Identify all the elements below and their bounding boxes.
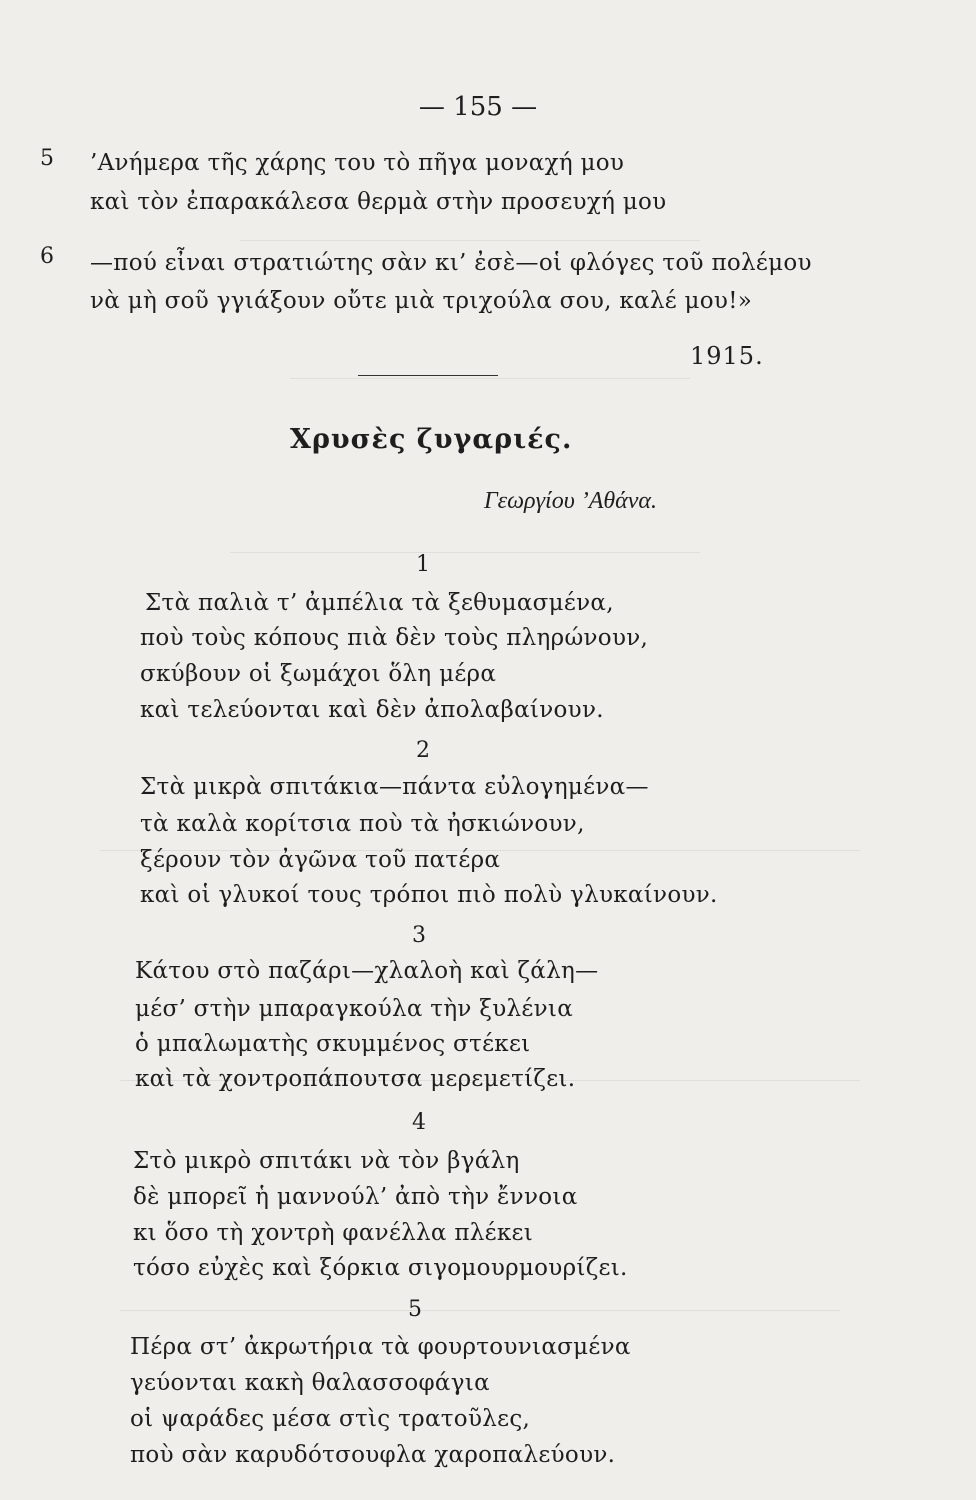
stanza-line: καὶ τελεύονται καὶ δὲν ἀπολαβαίνουν. [140, 697, 604, 723]
stanza-line: τὰ καλὰ κορίτσια ποὺ τὰ ἠσκιώνουν, [140, 811, 585, 837]
stanza-line: Στὰ μικρὰ σπιτάκια—πάντα εὐλογημένα— [140, 774, 649, 800]
stanza-line: σκύβουν οἱ ξωμάχοι ὅλη μέρα [140, 661, 497, 687]
stanza-line: δὲ μπορεῖ ἡ μαννούλ’ ἀπὸ τὴν ἔννοια [133, 1184, 578, 1210]
stanza-line: Κάτου στὸ παζάρι—χλαλοὴ καὶ ζάλη— [135, 958, 599, 984]
stanza-line: κι ὅσο τὴ χοντρὴ φανέλλα πλέκει [133, 1220, 534, 1246]
poem-author: Γεωργίου ’Αθάνα. [484, 488, 658, 514]
verse-number: 6 [40, 244, 54, 269]
stanza-line: ὁ μπαλωματὴς σκυμμένος στέκει [135, 1031, 531, 1057]
stanza-line: καὶ οἱ γλυκοί τους τρόποι πιὸ πολὺ γλυκαίνουν. [140, 882, 718, 908]
stanza-number: 4 [412, 1110, 426, 1135]
verse-line: καὶ τὸν ἐπαρακάλεσα θερμὰ στὴν προσευχή μου [90, 189, 667, 215]
page-number: — 155 — [418, 92, 538, 122]
verse-line: —πού εἶναι στρατιώτης σὰν κι’ ἐσὲ—οἱ φλόγες τοῦ πολέμου [90, 250, 812, 276]
stanza-line: μέσ’ στὴν μπαραγκούλα τὴν ξυλένια [135, 996, 574, 1022]
poem-title: Χρυσὲς ζυγαριές. [290, 424, 573, 455]
verse-number: 5 [40, 146, 54, 171]
stanza-line: Πέρα στ’ ἀκρωτήρια τὰ φουρτουνιασμένα [130, 1334, 631, 1360]
stanza-line: ποὺ σὰν καρυδότσουφλα χαροπαλεύουν. [130, 1442, 616, 1468]
verse-line: ’Ανήμερα τῆς χάρης του τὸ πῆγα μοναχή μου [90, 150, 625, 176]
stanza-line: ξέρουν τὸν ἀγῶνα τοῦ πατέρα [140, 847, 501, 873]
stanza-line: τόσο εὐχὲς καὶ ξόρκια σιγομουρμουρίζει. [133, 1255, 628, 1281]
stanza-line: καὶ τὰ χοντροπάπουτσα μερεμετίζει. [135, 1066, 576, 1092]
stanza-number: 3 [412, 923, 426, 948]
stanza-line: ποὺ τοὺς κόπους πιὰ δὲν τοὺς πληρώνουν, [140, 625, 649, 651]
stanza-number: 2 [416, 738, 430, 763]
stanza-number: 5 [408, 1297, 422, 1322]
stanza-number: 1 [416, 552, 430, 577]
poem-date: 1915. [690, 342, 764, 370]
stanza-line: Στὸ μικρὸ σπιτάκι νὰ τὸν βγάλη [133, 1148, 520, 1174]
stanza-line: Στὰ παλιὰ τ’ ἀμπέλια τὰ ξεθυμασμένα, [145, 590, 614, 616]
verse-line: νὰ μὴ σοῦ γγιάξουν οὔτε μιὰ τριχούλα σου, καλέ μου!» [90, 288, 753, 314]
stanza-line: γεύονται κακὴ θαλασσοφάγια [130, 1370, 490, 1396]
section-divider [358, 375, 498, 376]
stanza-line: οἱ ψαράδες μέσα στὶς τρατοῦλες, [130, 1406, 531, 1432]
